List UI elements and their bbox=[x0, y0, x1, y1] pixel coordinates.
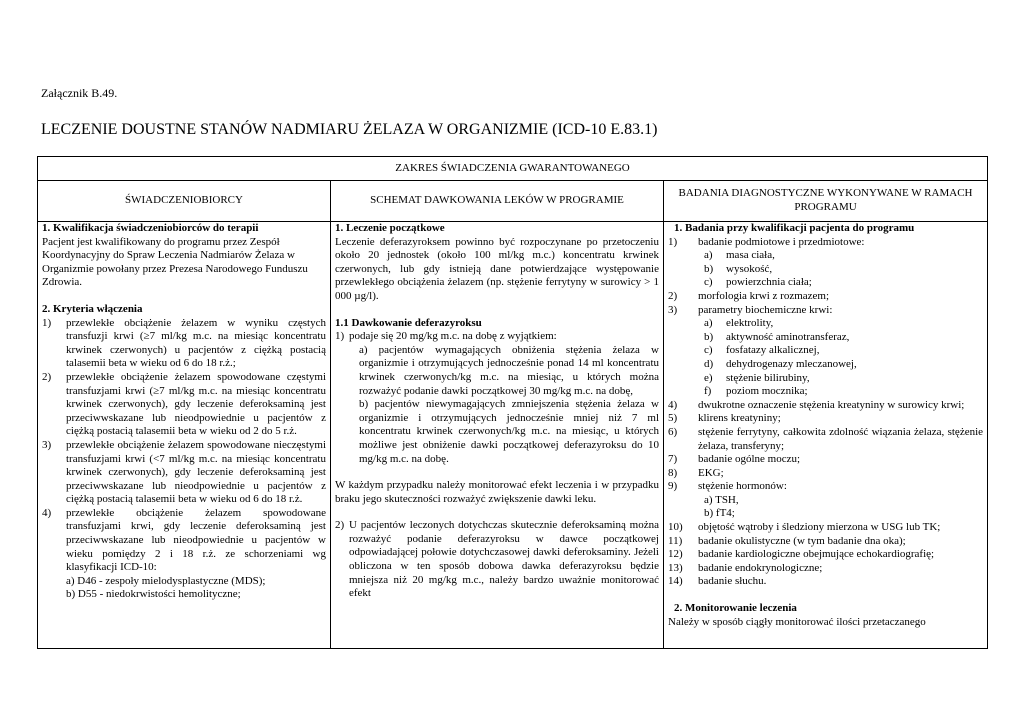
beneficiaries-cell bbox=[38, 222, 331, 649]
diagnostic-item: 10) objętość wątroby i śledziony mierzona w USG lub TK; bbox=[668, 521, 941, 534]
diagnostic-item: 7) badanie ogólne moczu; bbox=[668, 453, 801, 466]
diagnostic-item: 1) badanie podmiotowe i przedmiotowe: bbox=[668, 235, 865, 248]
diagnostic-item: 14) badanie słuchu. bbox=[668, 575, 767, 588]
diagnostic-item: 2) morfologia krwi z rozmazem; bbox=[668, 289, 830, 302]
list-item: 1) przewlekłe obciążenie żelazem w wyniku częstych transfuzji krwi (≥7 ml/kg m.c. na miesiąc koncentratu krwinek czerwonych) u pacjentów z ciężką postacią talasemii beta w wieku od 6 do 18 r.ż.; bbox=[42, 316, 326, 370]
qualification-tests-heading: 1. Badania przy kwalifikacji pacjenta do programu bbox=[674, 222, 915, 234]
dosing-subitem-a: a) pacjentów wymagających obniżenia stężenia żelaza w organizmie i otrzymujących jednocześnie ponad 14 ml koncentratu krwinek czerwonych/kg m.c. na miesiąc, u których można rozważyć podanie dawki początkowej 30 mg/kg m.c. na dobę, bbox=[359, 343, 659, 397]
column-header-beneficiaries: ŚWIADCZENIOBIORCY bbox=[38, 181, 331, 222]
column-header-diagnostics: BADANIA DIAGNOSTYCZNE WYKONYWANE W RAMACH PROGRAMU bbox=[664, 181, 988, 222]
diagnostic-item: 13) badanie endokrynologiczne; bbox=[668, 561, 823, 574]
list-item: 3) przewlekłe obciążenie żelazem spowodowane nieczęstymi transfuzjami krwi (<7 ml/kg m.c. na miesiąc koncentratu krwinek czerwonych), gdy leczenie deferoksaminą jest przeciwwskazane lub nieodpowiednie u pacjentów z ciężką postacią talasemii beta w wieku od 6 do 18 r.ż. bbox=[42, 438, 326, 506]
dosage-cell bbox=[331, 222, 664, 649]
inclusion-heading: 2. Kryteria włączenia bbox=[42, 302, 143, 315]
list-item: 2) U pacjentów leczonych dotychczas skutecznie deferoksaminą można rozważyć podanie deferazyroksu w dawce początkowej odpowiadającej połowie dotychczasowej dawki deferoksaminy. Jeżeli obliczona w ten sposób dobowa dawka deferazyroksu będzie mniejsza niż 20 mg/kg m.c., należy bardzo uważnie monitorować efekt bbox=[335, 519, 659, 600]
monitoring-text: Należy w sposób ciągły monitorować ilości przetaczanego bbox=[668, 615, 926, 628]
initial-treatment-heading: 1. Leczenie początkowe bbox=[335, 222, 445, 234]
list-item: 2) przewlekłe obciążenie żelazem spowodowane częstymi transfuzjami krwi (≥7 ml/kg m.c. na miesiąc koncentratu krwinek czerwonych), gdy leczenie deferoksaminą jest przeciwwskazane lub nieodpowiednie u pacjentów z ciężką postacią talasemii beta w wieku od 2 do 5 r.ż. bbox=[42, 370, 326, 438]
diagnostic-subitem: f) poziom mocznika; bbox=[704, 385, 808, 398]
diagnostic-subitem: a) elektrolity, bbox=[704, 317, 774, 330]
diagnostic-subitem: a) TSH, bbox=[704, 493, 739, 506]
initial-treatment-text: Leczenie deferazyroksem powinno być rozpoczynane po przetoczeniu około 20 jednostek (około 100 ml/kg m.c.) koncentratu krwinek czerwonych, lub gdy istnieją dane potwierdzające występowanie przewlekłego obciążenia żelazem (np. stężenie ferrytyny w surowicy > 1 000 µg/l). bbox=[335, 235, 659, 302]
list-item: 4) przewlekłe obciążenie żelazem spowodowane transfuzjami krwi, gdy leczenie deferoksaminą jest przeciwwskazane lub nieodpowiednie u pacjentów w wieku pomiędzy 2 i 18 r.ż. ze schorzeniami wg klasyfikacji ICD-10: bbox=[42, 506, 326, 574]
icd-item: a) D46 - zespoły mielodysplastyczne (MDS); bbox=[66, 574, 266, 587]
diagnostic-item: 6) stężenie ferrytyny, całkowita zdolność wiązania żelaza, stężenie żelaza, transferyny; bbox=[668, 425, 984, 452]
monitoring-heading: 2. Monitorowanie leczenia bbox=[674, 602, 797, 615]
scope-header: ZAKRES ŚWIADCZENIA GWARANTOWANEGO bbox=[38, 157, 988, 181]
diagnostic-item: 12) badanie kardiologiczne obejmujące echokardiografię; bbox=[668, 548, 935, 561]
list-item: 1) podaje się 20 mg/kg m.c. na dobę z wyjątkiem: bbox=[335, 330, 557, 343]
diagnostic-subitem: b) wysokość, bbox=[704, 262, 773, 275]
diagnostic-subitem: c) fosfatazy alkalicznej, bbox=[704, 344, 820, 357]
dosing-heading: 1.1 Dawkowanie deferazyroksu bbox=[335, 316, 482, 329]
diagnostics-list bbox=[668, 236, 983, 589]
diagnostic-subitem: c) powierzchnia ciała; bbox=[704, 276, 812, 289]
diagnostic-subitem: b) fT4; bbox=[704, 507, 735, 520]
dosing-subitem-b: b) pacjentów niewymagających zmniejszenia stężenia żelaza w organizmie i otrzymujących jednocześnie mniej niż 7 ml koncentratu krwinek czerwonych/kg m.c. na miesiąc, u których możliwe jest obniżenie dawki początkowej deferazyroksu do 10 mg/kg m.c. na dobę. bbox=[359, 398, 659, 465]
program-table bbox=[37, 156, 988, 649]
diagnostic-subitem: b) aktywność aminotransferaz, bbox=[704, 330, 850, 343]
diagnostic-item: 8) EKG; bbox=[668, 466, 724, 479]
diagnostics-cell bbox=[664, 222, 988, 649]
page-title: LECZENIE DOUSTNE STANÓW NADMIARU ŻELAZA W ORGANIZMIE (ICD-10 E.83.1) bbox=[41, 121, 658, 138]
diagnostic-item: 4) dwukrotne oznaczenie stężenia kreatyniny w surowicy krwi; bbox=[668, 398, 965, 411]
annex-label: Załącznik B.49. bbox=[41, 86, 118, 100]
diagnostic-subitem: a) masa ciała, bbox=[704, 249, 775, 262]
monitoring-note: W każdym przypadku należy monitorować efekt leczenia i w przypadku braku jego skuteczności rozważyć zwiększenie dawki leku. bbox=[335, 479, 659, 505]
diagnostic-item: 9) stężenie hormonów: bbox=[668, 480, 787, 493]
column-header-dosage: SCHEMAT DAWKOWANIA LEKÓW W PROGRAMIE bbox=[331, 181, 664, 222]
qualification-text: Pacjent jest kwalifikowany do programu przez Zespół Koordynacyjny do Spraw Leczenia Nadmiarów Żelaza w Organizmie powołany przez Prezesa Narodowego Funduszu Zdrowia. bbox=[42, 235, 308, 289]
diagnostic-subitem: e) stężenie bilirubiny, bbox=[704, 371, 810, 384]
qualification-heading: 1. Kwalifikacja świadczeniobiorców do terapii bbox=[42, 222, 259, 234]
diagnostic-item: 3) parametry biochemiczne krwi: bbox=[668, 303, 833, 316]
icd-item: b) D55 - niedokrwistości hemolityczne; bbox=[66, 588, 241, 601]
diagnostic-item: 11) badanie okulistyczne (w tym badanie dna oka); bbox=[668, 534, 906, 547]
diagnostic-subitem: d) dehydrogenazy mleczanowej, bbox=[704, 357, 857, 370]
diagnostic-item: 5) klirens kreatyniny; bbox=[668, 412, 781, 425]
